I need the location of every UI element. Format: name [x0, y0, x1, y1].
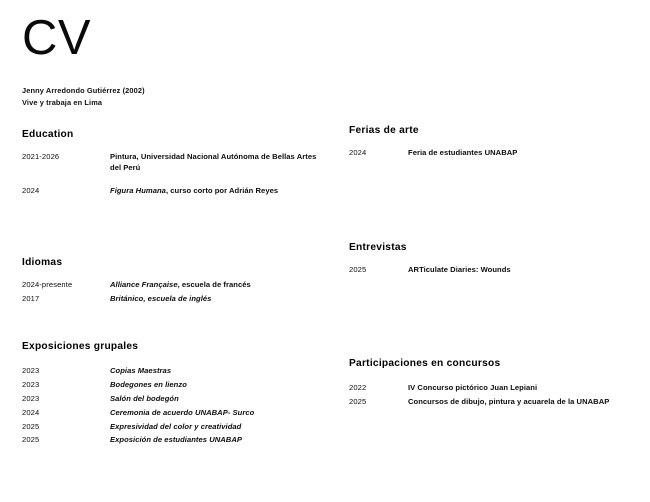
section-participaciones-en-concursos [349, 358, 639, 407]
entry-list-idiomas [22, 279, 322, 304]
entry-description: ARTiculate Diaries: Wounds [408, 265, 511, 274]
entry-date: 2024 [22, 185, 40, 195]
entry-row [22, 185, 322, 196]
entry-list-exposiciones-grupales [22, 365, 322, 446]
entry-row [22, 293, 322, 304]
entry-date: 2017 [22, 293, 40, 303]
entry-row [349, 396, 639, 407]
section-heading-participaciones-en-concursos: Participaciones en concursos [349, 358, 501, 369]
entry-description: Ceremonia de acuerdo UNABAP- Surco [110, 407, 255, 417]
author-location: Vive y trabaja en Lima [22, 97, 103, 107]
entry-date: 2022 [349, 383, 367, 392]
entry-list-entrevistas [349, 264, 639, 275]
entry-date: 2025 [22, 421, 40, 431]
entry-row [22, 407, 322, 418]
entry-description: Pintura, Universidad Nacional Autónoma de Bellas Artes del Perú [110, 152, 317, 173]
section-heading-exposiciones-grupales: Exposiciones grupales [22, 341, 139, 352]
entry-description: Exposición de estudiantes UNABAP [110, 435, 242, 445]
section-entrevistas [349, 242, 639, 275]
entry-list-ferias-de-arte [349, 147, 639, 158]
section-idiomas [22, 257, 322, 304]
entry-row [22, 393, 322, 404]
entry-date: 2023 [22, 366, 40, 375]
identity-block [22, 85, 342, 109]
entry-row [22, 434, 322, 445]
entry-description: Bodegones en lienzo [110, 379, 187, 389]
entry-description: Expresividad del color y creatividad [110, 421, 242, 431]
entry-description: Salón del bodegón [110, 393, 179, 403]
entry-date: 2023 [22, 379, 40, 389]
entry-date: 2021-2026 [22, 152, 60, 161]
section-heading-entrevistas: Entrevistas [349, 242, 407, 253]
entry-title-italic: Figura Humana [110, 185, 166, 195]
page-title: CV [22, 11, 92, 65]
section-education [22, 129, 322, 196]
entry-row [22, 421, 322, 432]
entry-date: 2024 [349, 148, 367, 157]
section-exposiciones-grupales [22, 341, 322, 446]
entry-description: Feria de estudiantes UNABAP [408, 148, 518, 157]
entry-row [22, 379, 322, 390]
entry-row [22, 151, 322, 174]
entry-description: Concursos de dibujo, pintura y acuarela de la UNABAP [408, 396, 610, 406]
entry-date: 2025 [349, 396, 367, 406]
entry-description: Británico, escuela de inglés [110, 293, 212, 303]
entry-date: 2025 [22, 435, 40, 445]
entry-description: Copias Maestras [110, 366, 172, 375]
entry-date: 2023 [22, 393, 40, 403]
entry-description: Alliance Française, escuela de francés [110, 280, 251, 289]
entry-date: 2025 [349, 265, 367, 274]
entry-row [22, 365, 322, 376]
entry-date: 2024-presente [22, 280, 73, 289]
entry-row [349, 147, 639, 158]
entry-list-participaciones-en-concursos [349, 382, 639, 407]
entry-title-italic: Alliance Française [110, 280, 178, 289]
entry-row [22, 279, 322, 290]
section-heading-ferias-de-arte: Ferias de arte [349, 125, 419, 136]
entry-list-education [22, 151, 322, 196]
entry-description: IV Concurso pictórico Juan Lepiani [408, 383, 538, 392]
masthead [22, 11, 342, 109]
entry-date: 2024 [22, 407, 40, 417]
author-name: Jenny Arredondo Gutiérrez (2002) [22, 86, 145, 95]
entry-description: Figura Humana, curso corto por Adrián Reyes [110, 185, 279, 195]
section-heading-idiomas: Idiomas [22, 257, 63, 268]
section-ferias-de-arte [349, 125, 639, 158]
section-heading-education: Education [22, 129, 74, 140]
entry-row [349, 264, 639, 275]
entry-row [349, 382, 639, 393]
